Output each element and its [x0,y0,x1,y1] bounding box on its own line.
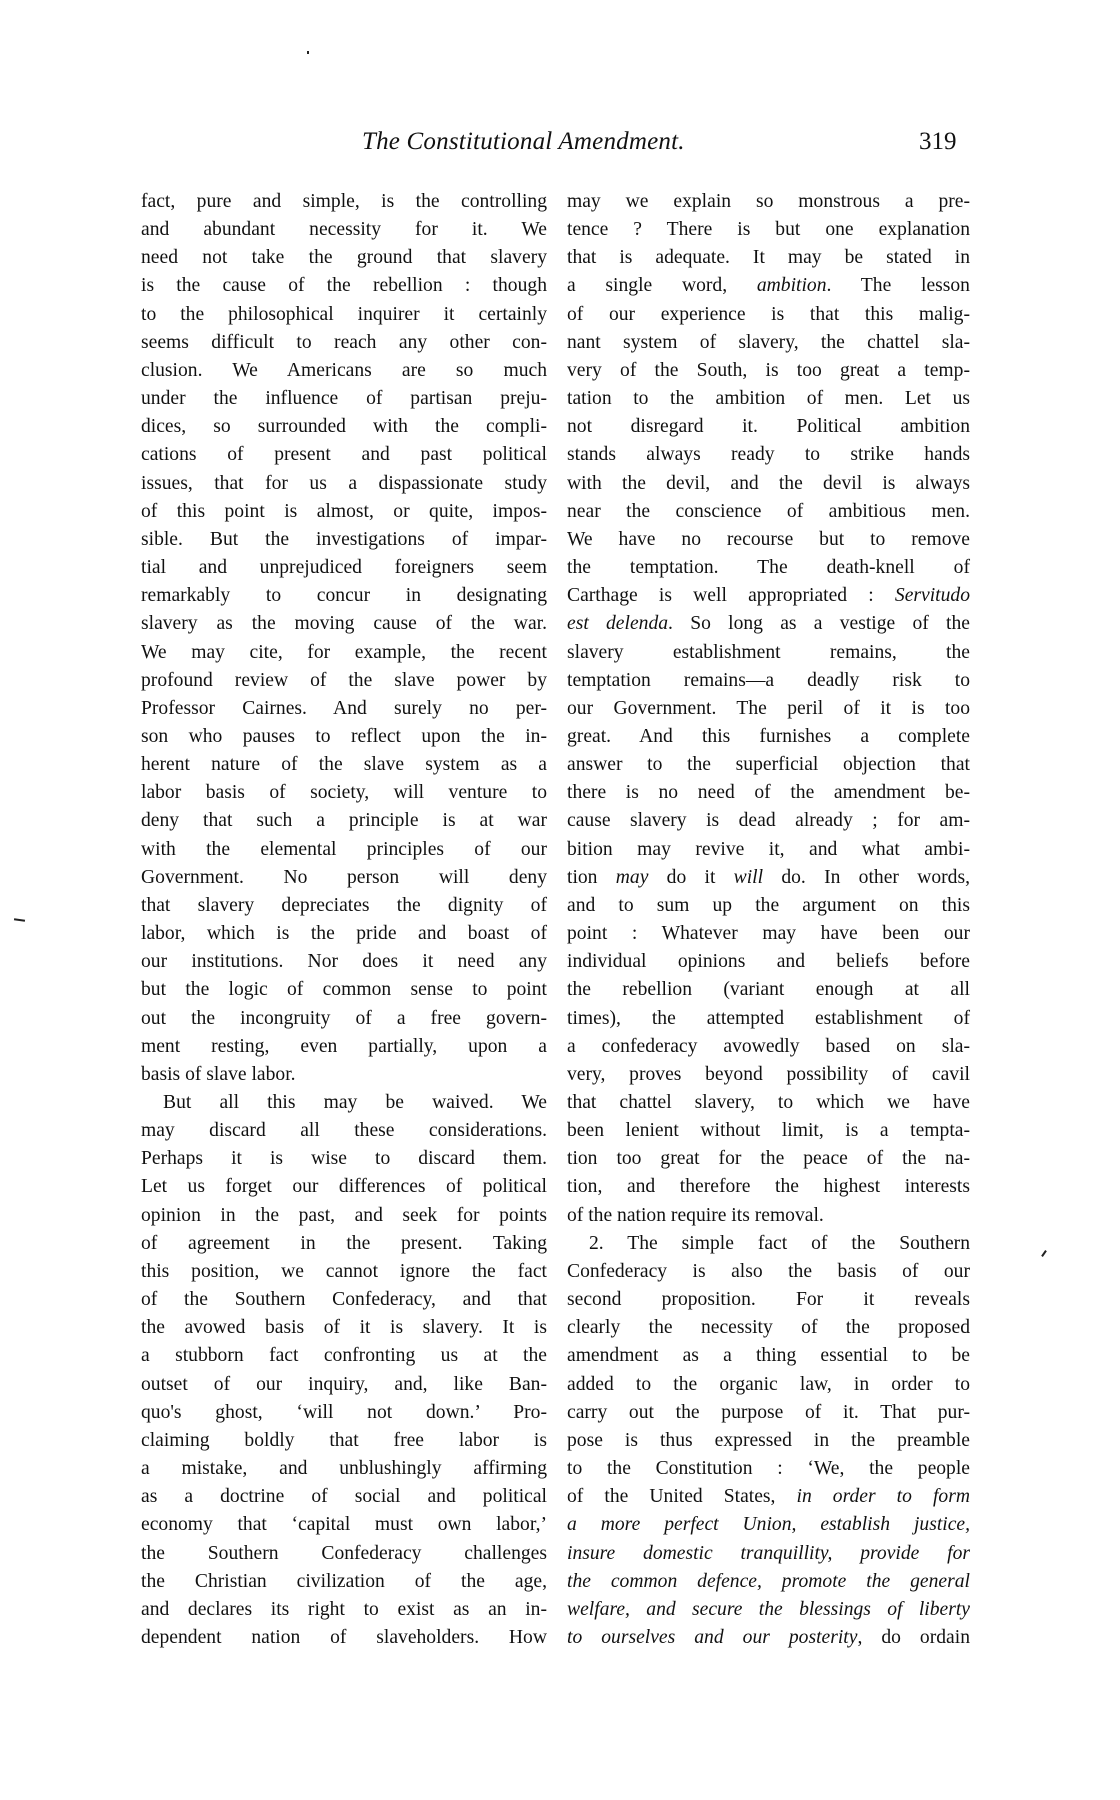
text-line [141,864,547,892]
text-segment: stands always ready to strike hands [567,444,970,466]
text-segment: dices, so surrounded with the compli- [141,416,547,438]
page-number: 319 [919,128,957,155]
text-segment: But all this may be waived. We [163,1092,547,1113]
text-line [141,244,547,272]
text-segment: of our experience is that this malig- [567,303,970,325]
text-segment: slavery as the moving cause of the war. [141,613,547,635]
text-line [567,1596,970,1624]
text-segment: under the influence of partisan preju- [141,388,547,410]
text-line [567,751,970,779]
text-segment: remarkably to concur in designating [141,585,547,607]
text-segment: sible. But the investigations of impar- [141,528,547,550]
text-segment: as a doctrine of social and political [141,1486,547,1508]
text-line [141,1286,547,1314]
text-line [141,188,547,216]
text-line [567,272,970,300]
italic-text: welfare, and secure the blessings of liberty [567,1598,970,1620]
text-line [141,272,547,300]
text-line [141,1399,547,1427]
text-segment: tion too great for the peace of the na- [567,1148,970,1170]
running-head [0,128,1120,158]
text-line [141,920,547,948]
text-line [567,554,970,582]
text-line [567,1145,970,1173]
text-segment: son who pauses to reflect upon the in- [141,725,547,747]
text-line [567,1117,970,1145]
text-segment: a single word, [567,275,757,297]
text-segment: Confederacy is also the basis of our [567,1260,970,1282]
text-line [141,1145,547,1173]
text-segment: quo's ghost, ‘will not down.’ Pro- [141,1401,547,1423]
text-segment: We have no recourse but to remove [567,528,970,550]
text-line [141,892,547,920]
italic-text: may [615,866,649,888]
text-segment: the avowed basis of it is slavery. It is [141,1317,547,1339]
text-line [567,441,970,469]
italic-text: in order to form [796,1486,970,1508]
text-line [567,1342,970,1370]
text-line [567,526,970,554]
text-segment: to the philosophical inquirer it certainly [141,303,547,325]
text-segment: outset of our inquiry, and, like Ban- [141,1373,547,1395]
italic-text: to ourselves and our posterity [567,1626,858,1648]
text-line [141,1427,547,1455]
italic-text: a more perfect Union, establish justice, [567,1514,970,1536]
text-line [141,723,547,751]
text-line [141,357,547,385]
text-segment: Let us forget our differences of political [141,1176,547,1198]
text-segment: need not take the ground that slavery [141,247,547,269]
text-line [141,1455,547,1483]
text-line [141,1624,547,1652]
text-line [141,695,547,723]
text-line [141,1596,547,1624]
text-segment: with the devil, and the devil is always [567,472,970,494]
left-text-column [141,188,547,1652]
text-line [567,1483,970,1511]
text-segment: 2. The simple fact of the Southern [589,1232,970,1254]
text-segment: a mistake, and unblushingly affirming [141,1458,547,1480]
text-segment: pose is thus expressed in the preamble [567,1429,970,1451]
running-head-title: The Constitutional Amendment. [362,128,685,155]
text-segment: tation to the ambition of men. Let us [567,388,970,410]
text-line [567,1624,970,1652]
text-line [141,1258,547,1286]
text-line [567,216,970,244]
text-segment: basis of slave labor. [141,1063,296,1085]
text-line [567,1314,970,1342]
text-line [567,695,970,723]
text-line [567,667,970,695]
text-segment: Perhaps it is wise to discard them. [141,1148,547,1170]
text-line [567,385,970,413]
text-segment: a stubborn fact confronting us at the [141,1345,547,1367]
text-line [141,1202,547,1230]
text-line [141,526,547,554]
text-segment: Carthage is well appropriated : [567,585,895,607]
text-segment: of the nation require its removal. [567,1204,824,1226]
text-segment: deny that such a principle is at war [141,810,547,832]
text-segment: the Christian civilization of the age, [141,1570,547,1592]
italic-text: will [733,866,764,888]
text-line [141,1568,547,1596]
text-segment: near the conscience of ambitious men. [567,500,970,522]
text-line [567,1202,970,1230]
text-segment: herent nature of the slave system as a [141,754,547,776]
text-segment: times), the attempted establishment of [567,1007,970,1029]
text-segment: great. And this furnishes a complete [567,725,970,747]
text-segment: added to the organic law, in order to [567,1373,970,1395]
text-segment: We may cite, for example, the recent [141,641,547,663]
text-line [567,1511,970,1539]
text-line [567,188,970,216]
text-line [567,1371,970,1399]
stray-ink-dot [307,51,309,54]
text-segment: nant system of slavery, the chattel sla- [567,331,970,353]
text-line [141,1173,547,1201]
text-segment: of this point is almost, or quite, impos- [141,500,547,522]
text-line [141,1483,547,1511]
text-segment: . The lesson [826,275,970,297]
text-segment: the temptation. The death-knell of [567,557,970,579]
text-segment: with the elemental principles of our [141,838,547,860]
text-line [567,948,970,976]
text-segment: our institutions. Nor does it need any [141,951,547,973]
text-line [567,1089,970,1117]
text-segment: and declares its right to exist as an in- [141,1598,547,1620]
text-segment: tence ? There is but one explanation [567,219,970,241]
text-segment: economy that ‘capital must own labor,’ [141,1514,547,1536]
text-line [567,498,970,526]
text-line [141,807,547,835]
text-segment: tion [567,866,616,888]
text-line [567,723,970,751]
text-segment: second proposition. For it reveals [567,1289,970,1311]
text-line [141,1230,547,1258]
text-line [567,1061,970,1089]
text-line [141,1117,547,1145]
text-line [567,836,970,864]
text-segment: that slavery depreciates the dignity of [141,894,547,916]
text-line [567,976,970,1004]
text-segment: , do ordain [857,1626,970,1648]
text-line [141,441,547,469]
text-segment: not disregard it. Political ambition [567,416,970,438]
text-segment: of agreement in the present. Taking [141,1232,547,1254]
text-segment: that chattel slavery, to which we have [567,1092,970,1113]
text-segment: clearly the necessity of the proposed [567,1317,970,1339]
text-segment: may we explain so monstrous a pre- [567,191,970,212]
text-segment: a confederacy avowedly based on sla- [567,1035,970,1057]
text-line [141,639,547,667]
text-line [567,1286,970,1314]
text-segment: ment resting, even partially, upon a [141,1035,547,1057]
text-segment: dependent nation of slaveholders. How [141,1626,547,1648]
margin-tick-mark [1041,1250,1047,1257]
italic-text: the common defence, promote the general [567,1570,970,1592]
text-segment: very, proves beyond possibility of cavil [567,1063,970,1085]
text-line [141,1342,547,1370]
italic-text: Servitudo [894,585,970,607]
text-segment: do it [648,866,734,888]
text-line [141,1540,547,1568]
text-line [141,301,547,329]
text-line [141,779,547,807]
text-line [567,1399,970,1427]
text-line [141,610,547,638]
text-segment: the rebellion (variant enough at all [567,979,970,1001]
text-segment: this position, we cannot ignore the fact [141,1260,547,1282]
text-line [141,216,547,244]
text-line [567,779,970,807]
text-line [141,554,547,582]
text-line [567,1540,970,1568]
text-line [567,1173,970,1201]
text-line [141,1033,547,1061]
text-line [141,498,547,526]
text-segment: Government. No person will deny [141,866,547,888]
margin-dash-mark [14,918,25,922]
text-segment: labor basis of society, will venture to [141,782,547,804]
text-line [567,1033,970,1061]
text-line [567,301,970,329]
text-segment: fact, pure and simple, is the controlling [141,191,547,212]
text-line [567,582,970,610]
text-line [567,610,970,638]
text-segment: tial and unprejudiced foreigners seem [141,557,547,579]
text-segment: answer to the superficial objection that [567,754,970,776]
text-line [567,244,970,272]
text-segment: but the logic of common sense to point [141,979,547,1001]
text-segment: profound review of the slave power by [141,669,547,691]
text-line [567,1455,970,1483]
text-line [567,413,970,441]
text-line [141,413,547,441]
text-segment: may discard all these considerations. [141,1120,547,1142]
text-line [141,1005,547,1033]
text-line [141,1089,547,1117]
text-line [567,1568,970,1596]
text-segment: clusion. We Americans are so much [141,359,547,381]
text-segment: to the Constitution : ‘We, the people [567,1458,970,1480]
text-segment: issues, that for us a dispassionate study [141,472,547,494]
text-line [567,1258,970,1286]
text-line [567,864,970,892]
text-segment: claiming boldly that free labor is [141,1429,547,1451]
text-line [141,667,547,695]
text-segment: and abundant necessity for it. We [141,219,547,241]
text-segment: cations of present and past political [141,444,547,466]
text-line [567,892,970,920]
text-segment: of the United States, [567,1486,797,1508]
text-segment: tion, and therefore the highest interests [567,1176,970,1198]
text-line [567,357,970,385]
text-line [567,920,970,948]
text-line [567,639,970,667]
text-segment: that is adequate. It may be stated in [567,247,970,269]
text-segment: there is no need of the amendment be- [567,782,970,804]
text-line [567,1005,970,1033]
text-segment: is the cause of the rebellion : though [141,275,547,297]
text-segment: do. In other words, [763,866,970,888]
text-segment: slavery establishment remains, the [567,641,970,663]
text-segment: carry out the purpose of it. That pur- [567,1401,970,1423]
text-segment: . So long as a vestige of the [668,613,970,635]
text-segment: temptation remains—a deadly risk to [567,669,970,691]
text-line [141,948,547,976]
text-line [141,385,547,413]
text-segment: labor, which is the pride and boast of [141,923,547,945]
text-line [141,1371,547,1399]
text-line [141,751,547,779]
italic-text: insure domestic tranquillity, provide for [567,1542,970,1564]
text-segment: seems difficult to reach any other con- [141,331,547,353]
text-segment: the Southern Confederacy challenges [141,1542,547,1564]
text-line [141,1511,547,1539]
text-line [141,582,547,610]
text-segment: cause slavery is dead already ; for am- [567,810,970,832]
text-segment: Professor Cairnes. And surely no per- [141,697,547,719]
text-segment: our Government. The peril of it is too [567,697,970,719]
text-segment: out the incongruity of a free govern- [141,1007,547,1029]
italic-text: ambition [756,275,827,297]
right-text-column [567,188,970,1652]
text-line [567,807,970,835]
text-line [141,836,547,864]
text-line [141,470,547,498]
text-segment: and to sum up the argument on this [567,894,970,916]
text-segment: opinion in the past, and seek for points [141,1204,547,1226]
text-segment: been lenient without limit, is a tempta- [567,1120,970,1142]
text-line [567,470,970,498]
text-line [141,329,547,357]
text-line [141,1061,547,1089]
text-line [141,976,547,1004]
text-segment: of the Southern Confederacy, and that [141,1289,547,1311]
text-line [567,329,970,357]
text-line [567,1230,970,1258]
text-line [141,1314,547,1342]
text-segment: individual opinions and beliefs before [567,951,970,973]
text-segment: point : Whatever may have been our [567,923,970,945]
text-segment: amendment as a thing essential to be [567,1345,970,1367]
text-segment: very of the South, is too great a temp- [567,359,970,381]
text-line [567,1427,970,1455]
italic-text: est delenda [567,613,669,635]
text-segment: bition may revive it, and what ambi- [567,838,970,860]
